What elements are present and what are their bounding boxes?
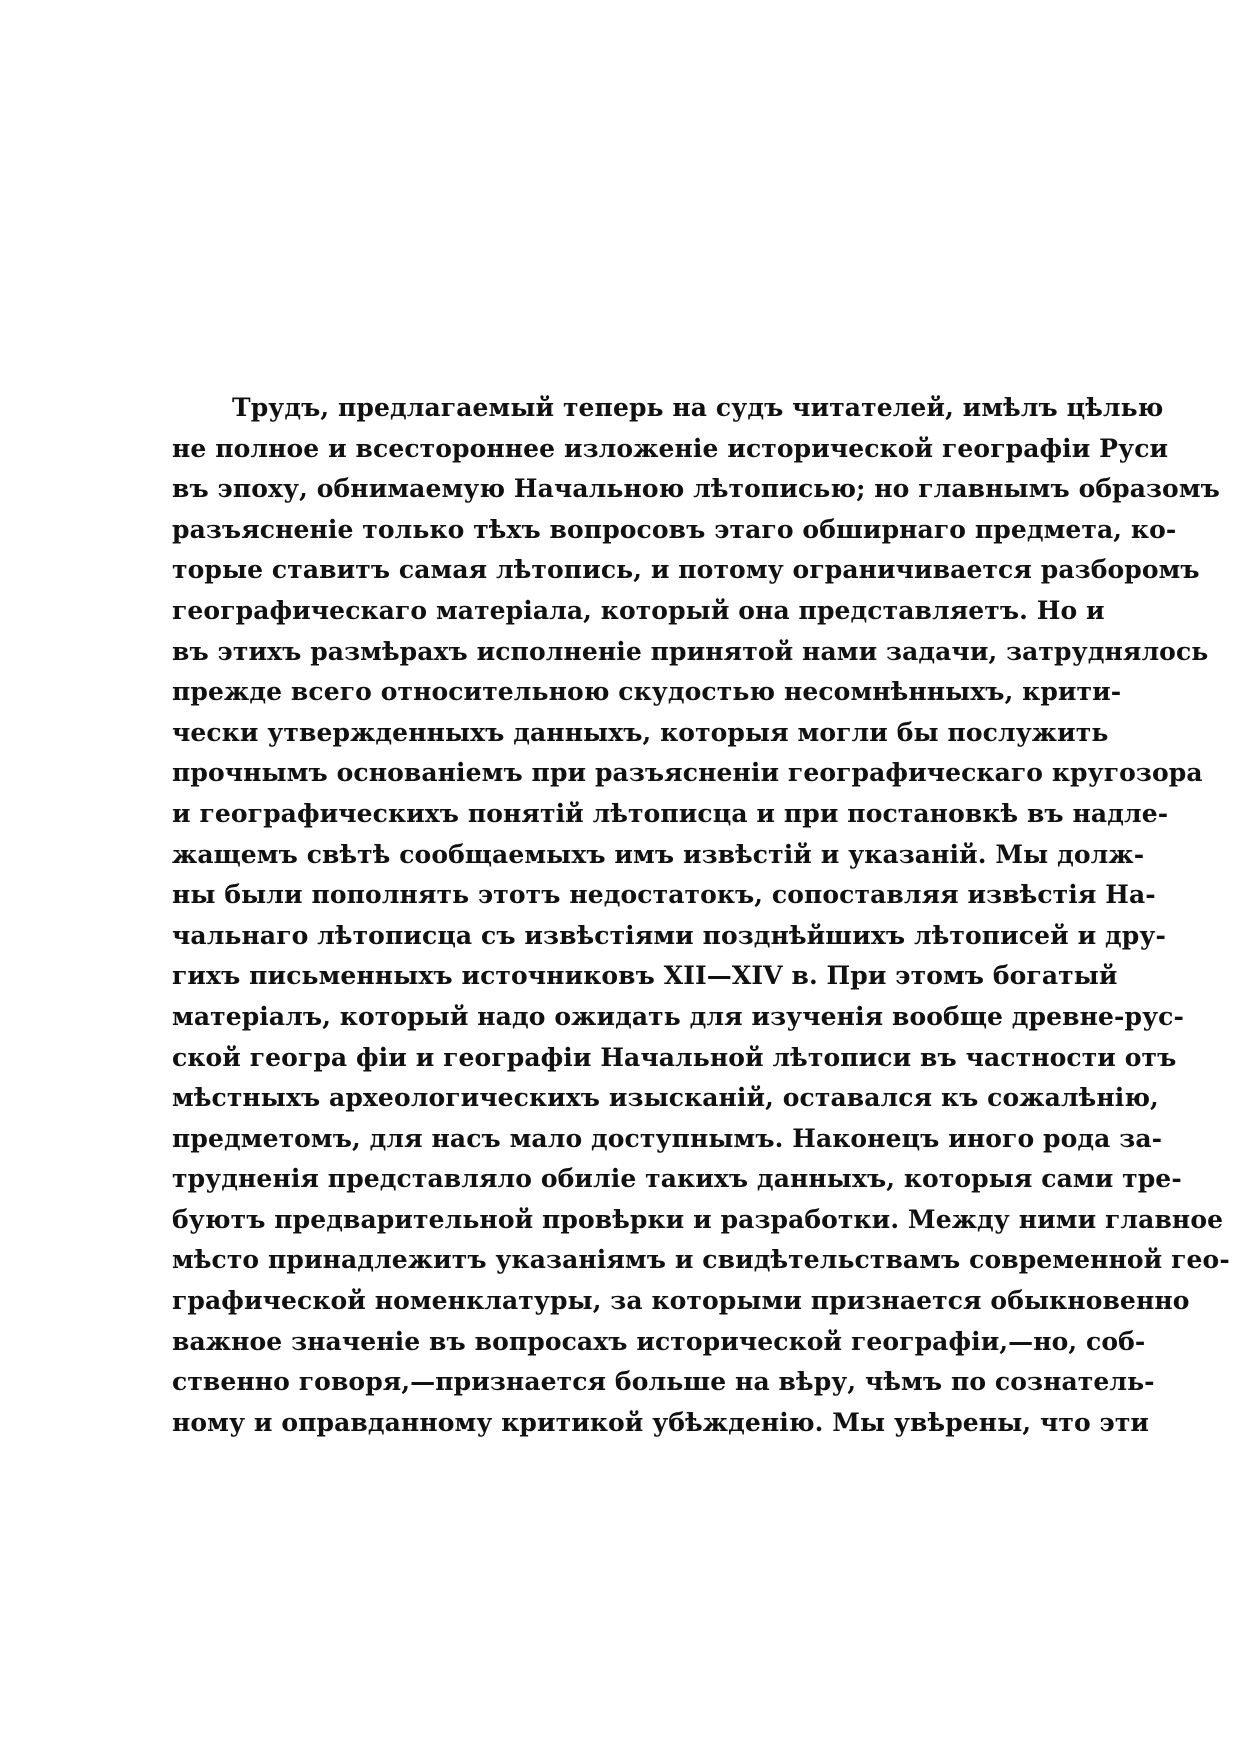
text-line: ской геогра фіи и географіи Начальной лѣтописи въ частности отъ xyxy=(172,1042,1177,1072)
text-line: мѣстныхъ археологическихъ изысканій, оставался къ сожалѣнію, xyxy=(172,1083,1159,1113)
text-line: географическаго матеріала, который она представляетъ. Но и xyxy=(172,595,1105,625)
text-line: и географическихъ понятій лѣтописца и при постановкѣ въ надле- xyxy=(172,798,1169,828)
text-line: матеріалъ, который надо ожидать для изученія вообще древне-рус- xyxy=(172,1001,1184,1031)
text-line: ному и оправданному критикой убѣжденію. Мы увѣрены, что эти xyxy=(172,1407,1150,1437)
text-line: мѣсто принадлежитъ указаніямъ и свидѣтельствамъ современной гео- xyxy=(172,1245,1230,1275)
text-line: въ этихъ размѣрахъ исполненіе принятой нами задачи, затруднялось xyxy=(172,636,1209,666)
text-line: торые ставитъ самая лѣтопись, и потому ограничивается разборомъ xyxy=(172,555,1200,585)
text-line: въ эпоху, обнимаемую Начальною лѣтописью; но главнымъ образомъ xyxy=(172,474,1220,504)
text-line: не полное и всестороннее изложеніе исторической географіи Руси xyxy=(172,433,1169,463)
text-line: Трудъ, предлагаемый теперь на судъ читателей, имѣлъ цѣлью xyxy=(232,393,1164,422)
text-line: чальнаго лѣтописца съ извѣстіями позднѣйшихъ лѣтописей и дру- xyxy=(172,920,1166,950)
text-line: жащемъ свѣтѣ сообщаемыхъ имъ извѣстій и указаній. Мы долж- xyxy=(172,839,1145,869)
text-line: буютъ предварительной провѣрки и разработки. Между ними главное xyxy=(172,1204,1224,1234)
text-line: трудненія представляло обиліе такихъ данныхъ, которыя сами тре- xyxy=(172,1164,1182,1194)
text-line: прежде всего относительною скудостью несомнѣнныхъ, крити- xyxy=(172,677,1122,707)
text-line: графической номенклатуры, за которыми признается обыкновенно xyxy=(172,1286,1190,1316)
text-line: важное значеніе въ вопросахъ исторической географіи,—но, соб- xyxy=(172,1326,1146,1356)
body-paragraph xyxy=(172,388,1230,1443)
text-line: разъясненіе только тѣхъ вопросовъ этаго обширнаго предмета, ко- xyxy=(172,514,1177,544)
text-line: ны были пополнять этотъ недостатокъ, сопоставляя извѣстія На- xyxy=(172,880,1156,910)
text-line: ственно говоря,—признается больше на вѣру, чѣмъ по сознатель- xyxy=(172,1367,1155,1397)
text-line: прочнымъ основаніемъ при разъясненіи географическаго кругозора xyxy=(172,758,1203,788)
text-line: предметомъ, для насъ мало доступнымъ. Наконецъ иного рода за- xyxy=(172,1123,1163,1153)
text-line: гихъ письменныхъ источниковъ XII—XIV в. При этомъ богатый xyxy=(172,961,1118,991)
text-line: чески утвержденныхъ данныхъ, которыя могли бы послужить xyxy=(172,717,1109,747)
